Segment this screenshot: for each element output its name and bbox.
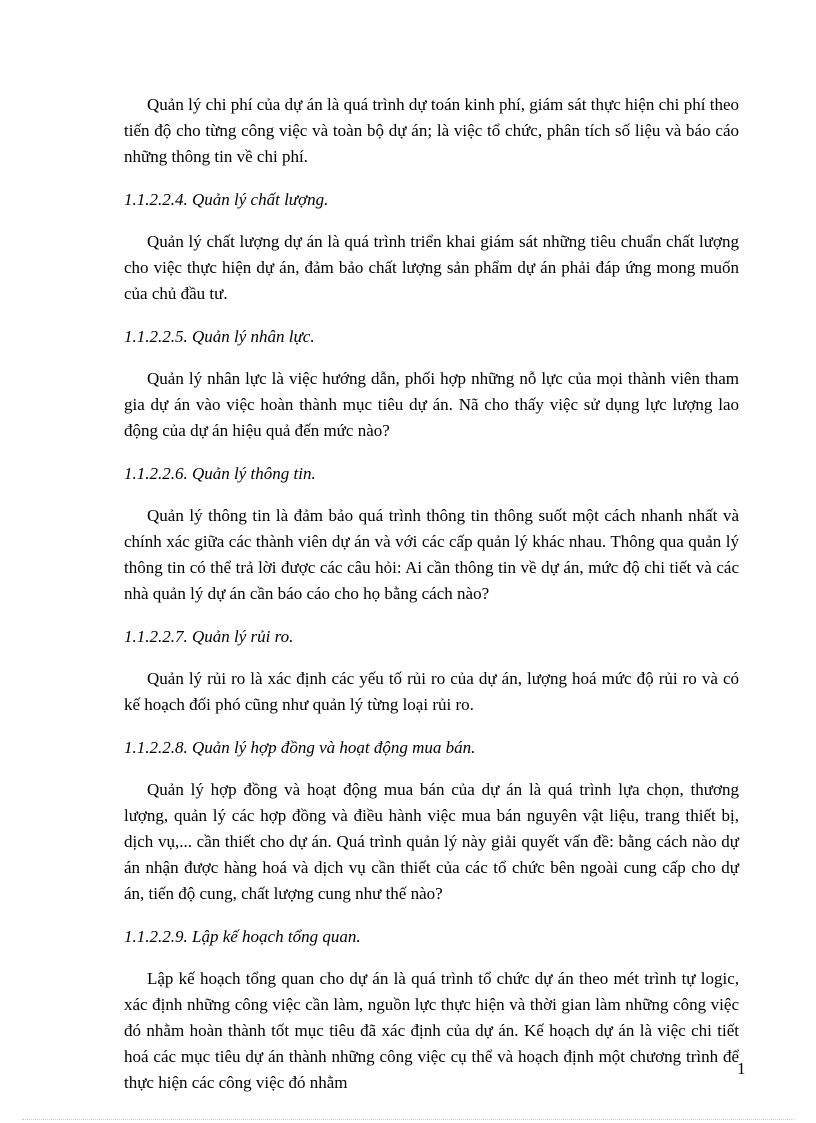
heading-information-management: 1.1.2.2.6. Quản lý thông tin. <box>124 464 316 483</box>
heading-risk-management: 1.1.2.2.7. Quản lý rủi ro. <box>124 627 294 646</box>
paragraph-overall-planning: Lập kế hoạch tổng quan cho dự án là quá trình tổ chức dự án theo mét trình tự logic, xác định những công việc cần làm, nguồn lực thực hiện và thời gian làm những công việc đó nhằm hoàn thành tốt mục tiêu đã xác định của dự án. Kế hoạch dự án là việc chi tiết hoá các mục tiêu dự án thành những công việc cụ thể và hoạch định một chương trình để thực hiện các công việc đó nhằm <box>124 969 739 1092</box>
page-number: 1 <box>737 1059 746 1078</box>
heading-human-resources: 1.1.2.2.5. Quản lý nhân lực. <box>124 327 315 346</box>
paragraph-contract-procurement: Quản lý hợp đồng và hoạt động mua bán của dự án là quá trình lựa chọn, thương lượng, quản lý các hợp đồng và điều hành việc mua bán nguyên vật liệu, trang thiết bị, dịch vụ,... cần thiết cho dự án. Quá trình quản lý này giải quyết vấn đề: bằng cách nào dự án nhận được hàng hoá và dịch vụ cần thiết của các tổ chức bên ngoài cung cấp cho dự án, tiến độ cung, chất lượng cung như thế nào? <box>124 780 739 903</box>
page-bottom-divider <box>22 1119 794 1120</box>
paragraph-information-management: Quản lý thông tin là đảm bảo quá trình thông tin thông suốt một cách nhanh nhất và chính xác giữa các thành viên dự án và với các cấp quản lý khác nhau. Thông qua quản lý thông tin có thể trả lời được các câu hỏi: Ai cần thông tin về dự án, mức độ chi tiết và các nhà quản lý dự án cần báo cáo cho họ bằng cách nào? <box>124 506 739 603</box>
paragraph-quality-management: Quản lý chất lượng dự án là quá trình triển khai giám sát những tiêu chuẩn chất lượng cho việc thực hiện dự án, đảm bảo chất lượng sản phẩm dự án phải đáp ứng mong muốn của chủ đầu tư. <box>124 232 739 303</box>
heading-quality-management: 1.1.2.2.4. Quản lý chất lượng. <box>124 190 329 209</box>
document-body <box>124 92 739 1096</box>
paragraph-human-resources: Quản lý nhân lực là việc hướng dẫn, phối hợp những nỗ lực của mọi thành viên tham gia dự án vào việc hoàn thành mục tiêu dự án. Nã cho thấy việc sử dụng lực lượng lao động của dự án hiệu quả đến mức nào? <box>124 369 739 440</box>
paragraph-cost-management: Quản lý chi phí của dự án là quá trình dự toán kinh phí, giám sát thực hiện chi phí theo tiến độ cho từng công việc và toàn bộ dự án; là việc tổ chức, phân tích số liệu và báo cáo những thông tin về chi phí. <box>124 95 739 166</box>
heading-contract-procurement: 1.1.2.2.8. Quản lý hợp đồng và hoạt động mua bán. <box>124 738 476 757</box>
paragraph-risk-management: Quản lý rủi ro là xác định các yếu tố rủi ro của dự án, lượng hoá mức độ rủi ro và có kế hoạch đối phó cũng như quản lý từng loại rủi ro. <box>124 669 739 714</box>
heading-overall-planning: 1.1.2.2.9. Lập kế hoạch tổng quan. <box>124 927 361 946</box>
